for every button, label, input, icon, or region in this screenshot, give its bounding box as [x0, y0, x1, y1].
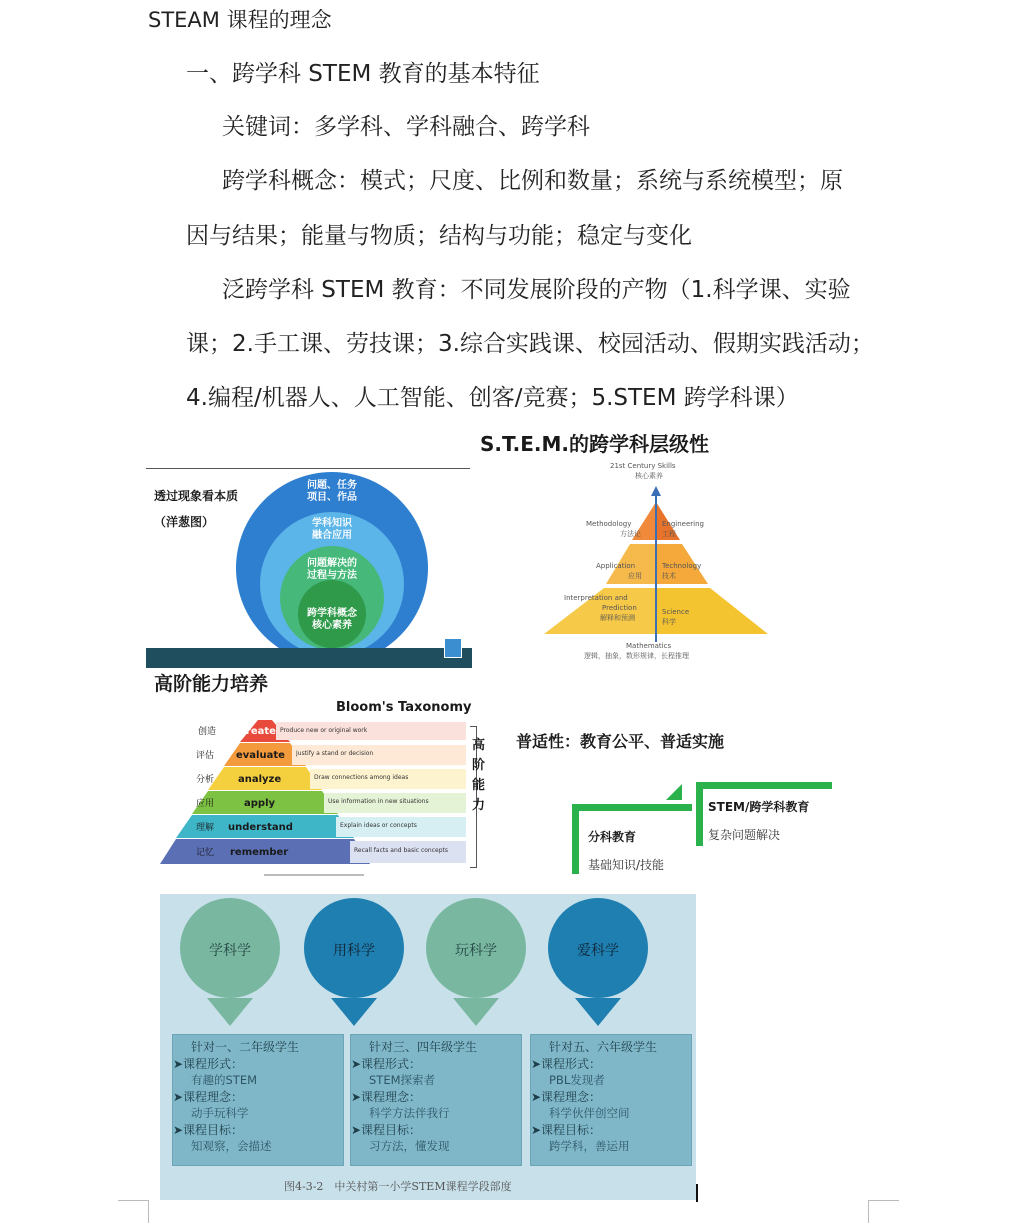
- stage-card-1-form: 有趣的STEM: [191, 1073, 258, 1087]
- corner-mark-left: [118, 1200, 149, 1223]
- science-en: Science: [662, 608, 690, 616]
- stages-panel: [160, 894, 696, 1200]
- corner-mark-right: [868, 1200, 899, 1223]
- stage-card-2-title: 针对三、四年级学生: [369, 1040, 478, 1054]
- bloom-desc-text-understand: Explain ideas or concepts: [340, 822, 417, 829]
- universal-upper-bar-top: [696, 782, 832, 789]
- universal-subject-sub: 基础知识/技能: [588, 858, 665, 872]
- stage-card-1-idea-label: ➤课程理念：: [173, 1089, 244, 1104]
- stage-arrow-2: [331, 998, 377, 1026]
- universal-title: 普适性：教育公平、普适实施: [516, 732, 725, 751]
- bloom-cn-create: 创造: [198, 727, 217, 737]
- universal-upper-bar-side: [696, 782, 703, 846]
- universal-arrow: [666, 784, 682, 800]
- pan-stem-line-2: 课；2.手工课、劳技课；3.综合实践课、校园活动、假期实践活动；: [186, 331, 874, 357]
- bloom-en-remember: remember: [230, 847, 289, 858]
- universal-figure: [570, 780, 840, 876]
- bloom-cn-analyze: 分析: [196, 775, 215, 785]
- pyramid-arrow-head: [651, 486, 661, 496]
- stage-card-2: [350, 1034, 522, 1166]
- bloom-heading: 高阶能力培养: [154, 673, 269, 695]
- onion-figure: [146, 468, 472, 668]
- onion-ring-1-label: 问题、任务 项目、作品: [307, 480, 357, 503]
- onion-caption-1: 透过现象看本质: [154, 489, 239, 503]
- stage-card-3-goal-label: ➤课程目标：: [531, 1122, 602, 1137]
- technology-en: Technology: [662, 562, 702, 570]
- logo-badge-icon: [444, 638, 462, 658]
- stem-pyramid-title: S.T.E.M.的跨学科层级性: [480, 432, 709, 456]
- concepts-line-1: 跨学科概念：模式；尺度、比例和数量；系统与系统模型；原: [222, 168, 843, 194]
- stage-card-3-form: PBL发现者: [549, 1073, 605, 1087]
- pyramid-shape: [470, 428, 770, 668]
- stage-card-2-form-label: ➤课程形式：: [351, 1056, 422, 1071]
- stage-card-1-form-label: ➤课程形式：: [173, 1056, 244, 1071]
- stage-card-1-goal-label: ➤课程目标：: [173, 1122, 244, 1137]
- engineering-cn: 工程: [662, 530, 676, 538]
- pyramid-top-cn: 核心素养: [635, 472, 663, 480]
- bloom-en-understand: understand: [228, 822, 293, 833]
- onion-base-bar: [146, 648, 472, 668]
- application-cn: 应用: [628, 572, 642, 580]
- science-cn: 科学: [662, 618, 676, 626]
- bloom-desc-text-evaluate: Justify a stand or decision: [296, 750, 374, 757]
- bloom-desc-text-create: Produce new or original work: [280, 727, 368, 734]
- stage-card-2-idea-label: ➤课程理念：: [351, 1089, 422, 1104]
- bloom-side-label: [472, 736, 490, 816]
- pan-stem-line-3: 4.编程/机器人、人工智能、创客/竞赛；5.STEM 跨学科课）: [186, 385, 799, 411]
- stage-circle-label-3: 玩科学: [455, 943, 497, 959]
- onion-ring-3-label: 问题解决的 过程与方法: [307, 558, 357, 581]
- bloom-side-char-4: 力: [472, 798, 486, 813]
- bloom-side-char-2: 阶: [472, 758, 486, 773]
- universal-stem-label: STEM/跨学科教育: [708, 800, 810, 814]
- stage-card-1-goal: 知观察，会描述: [191, 1139, 272, 1153]
- stage-card-1-idea: 动手玩科学: [191, 1106, 249, 1120]
- stage-card-1: [172, 1034, 344, 1166]
- interp-cn: 解释和预测: [600, 614, 635, 622]
- keywords-paragraph: 关键词：多学科、学科融合、跨学科: [222, 114, 590, 140]
- bloom-desc-text-analyze: Draw connections among ideas: [314, 774, 409, 781]
- stem-pyramid-figure: [470, 428, 770, 668]
- page-title: STEAM 课程的理念: [148, 8, 332, 32]
- onion-ring-2-label: 学科知识 融合应用: [312, 518, 352, 541]
- onion-caption-2: （洋葱图）: [154, 515, 215, 529]
- bloom-desc-text-remember: Recall facts and basic concepts: [354, 847, 449, 854]
- engineering-en: Engineering: [662, 520, 704, 528]
- stage-card-3-goal: 跨学科，善运用: [549, 1139, 630, 1153]
- bloom-cn-remember: 记忆: [196, 848, 215, 858]
- bloom-cn-evaluate: 评估: [196, 751, 215, 761]
- bloom-en-create: create: [240, 726, 276, 737]
- concepts-line-2: 因与结果；能量与物质；结构与功能；稳定与变化: [186, 223, 692, 249]
- stage-circle-label-4: 爱科学: [577, 943, 619, 959]
- bloom-en-evaluate: evaluate: [236, 750, 285, 761]
- section-title: 一、跨学科 STEM 教育的基本特征: [186, 61, 540, 87]
- bloom-bottom-rule: [264, 874, 364, 876]
- interp-en-1: Interpretation and: [564, 594, 628, 602]
- universal-lower-bar-top: [572, 804, 692, 811]
- stage-card-3-idea-label: ➤课程理念：: [531, 1089, 602, 1104]
- pyramid-top-en: 21st Century Skills: [610, 462, 676, 470]
- stage-arrow-3: [453, 998, 499, 1026]
- universal-lower-bar-side: [572, 804, 579, 874]
- bloom-cn-understand: 理解: [196, 823, 215, 833]
- interp-en-2: Prediction: [602, 604, 637, 612]
- universal-stem-sub: 复杂问题解决: [708, 828, 781, 842]
- stage-card-2-idea: 科学方法伴我行: [369, 1106, 450, 1120]
- stage-card-3-title: 针对五、六年级学生: [549, 1040, 658, 1054]
- math-cn: 逻辑，抽象，数形规律，长程推理: [584, 652, 689, 660]
- stage-card-2-goal-label: ➤课程目标：: [351, 1122, 422, 1137]
- bloom-side-char-1: 高: [472, 738, 486, 753]
- stage-card-2-form: STEM探索者: [369, 1073, 436, 1087]
- methodology-cn: 方法论: [620, 530, 641, 538]
- stage-card-3-idea: 科学伙伴创空间: [549, 1106, 630, 1120]
- stage-circle-label-1: 学科学: [209, 943, 251, 959]
- bloom-figure: [160, 716, 490, 880]
- pan-stem-line-1: 泛跨学科 STEM 教育：不同发展阶段的产物（1.科学课、实验: [222, 277, 851, 303]
- bloom-title: Bloom's Taxonomy: [336, 700, 472, 715]
- bloom-desc-text-apply: Use information in new situations: [328, 798, 429, 805]
- stages-caption: 图4-3-2 中关村第一小学STEM课程学段部度: [284, 1180, 512, 1193]
- bloom-cn-apply: 应用: [196, 799, 215, 809]
- bloom-side-char-3: 能: [472, 778, 486, 793]
- bloom-en-analyze: analyze: [238, 774, 282, 785]
- text-cursor: [696, 1184, 698, 1202]
- universal-subject-label: 分科教育: [588, 830, 637, 844]
- stage-card-3-form-label: ➤课程形式：: [531, 1056, 602, 1071]
- stage-arrow-4: [575, 998, 621, 1026]
- methodology-en: Methodology: [586, 520, 632, 528]
- stage-arrow-1: [207, 998, 253, 1026]
- application-en: Application: [596, 562, 636, 570]
- stage-circle-label-2: 用科学: [333, 943, 375, 959]
- technology-cn: 技术: [662, 572, 676, 580]
- bloom-en-apply: apply: [244, 798, 276, 809]
- math-en: Mathematics: [626, 642, 672, 650]
- onion-ring-4-label: 跨学科概念 核心素养: [307, 608, 357, 631]
- stage-card-2-goal: 习方法，懂发现: [369, 1139, 450, 1153]
- stage-card-3: [530, 1034, 692, 1166]
- stage-card-1-title: 针对一、二年级学生: [191, 1040, 300, 1054]
